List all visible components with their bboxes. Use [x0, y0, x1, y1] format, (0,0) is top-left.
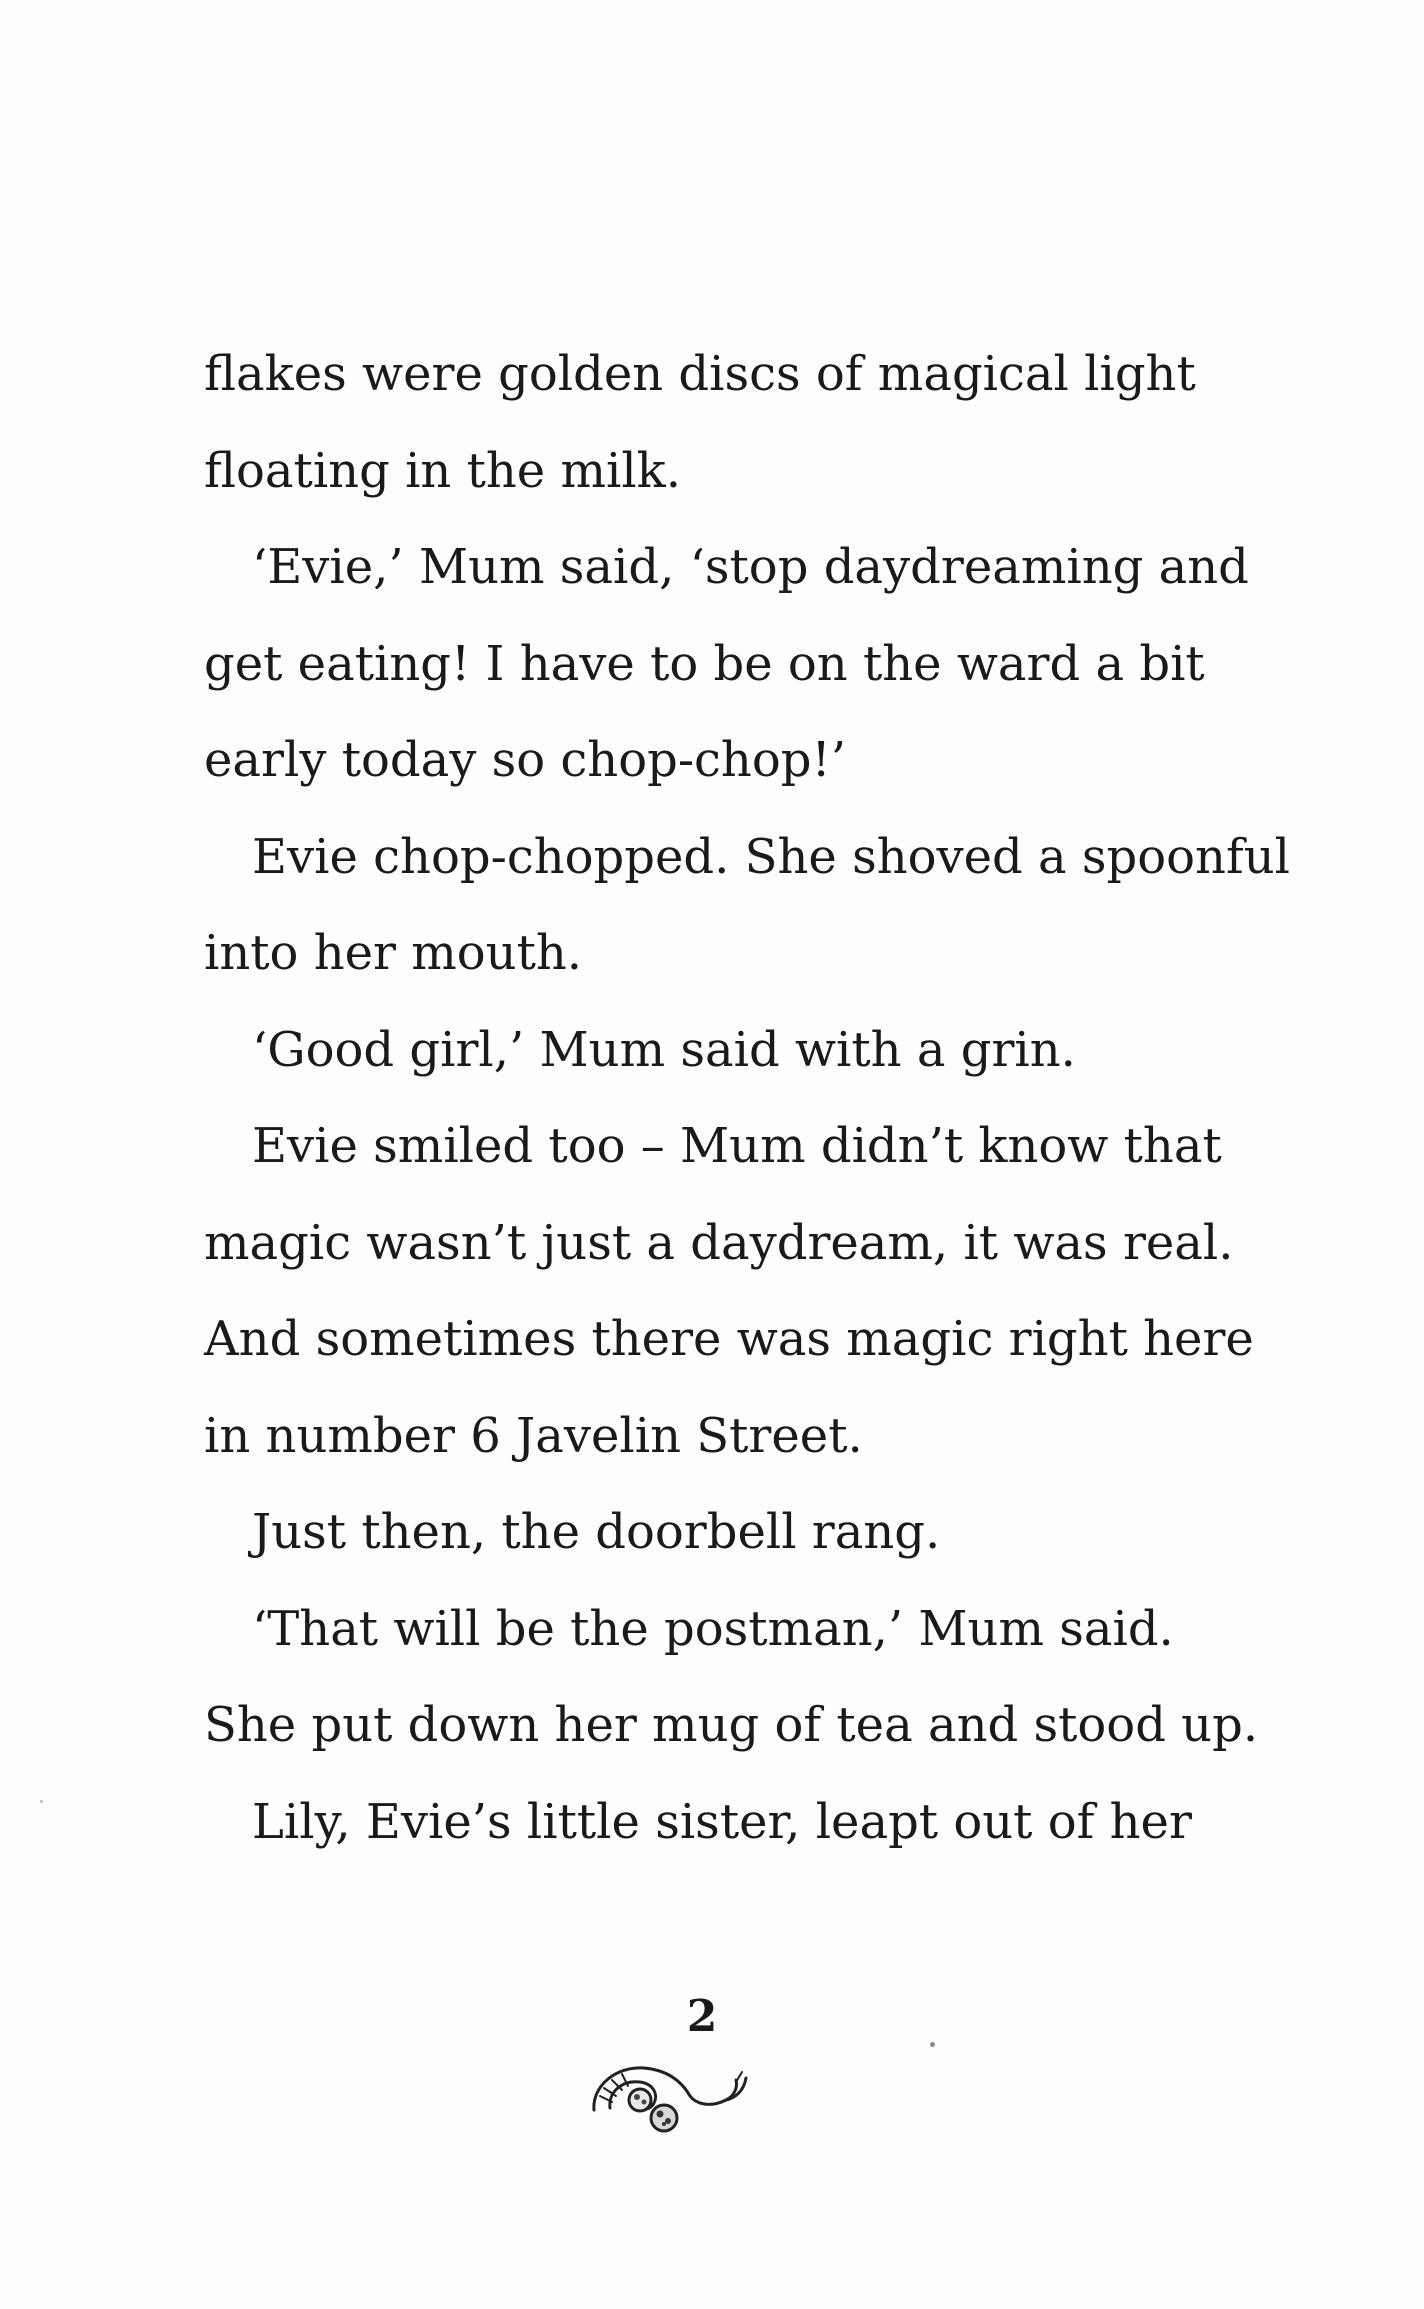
speck — [40, 1800, 43, 1803]
text-line: ‘That will be the postman,’ Mum said. — [252, 1600, 1174, 1657]
text-line: early today so chop-chop!’ — [204, 732, 846, 788]
text-line: Evie chop-chopped. She shoved a spoonful — [252, 828, 1290, 885]
text-line: ‘Evie,’ Mum said, ‘stop daydreaming and — [252, 539, 1249, 595]
text-line: flakes were golden discs of magical light — [204, 346, 1196, 402]
swirl-ornament-icon — [586, 2052, 750, 2136]
text-line: in number 6 Javelin Street. — [204, 1407, 863, 1464]
text-line: magic wasn’t just a daydream, it was real. — [204, 1214, 1234, 1271]
text-line: Just then, the doorbell rang. — [252, 1504, 941, 1560]
text-line: Evie smiled too – Mum didn’t know that — [252, 1118, 1222, 1174]
text-line: She put down her mug of tea and stood up. — [204, 1697, 1259, 1753]
text-line: ‘Good girl,’ Mum said with a grin. — [252, 1021, 1076, 1078]
text-line: get eating! I have to be on the ward a bit — [204, 635, 1205, 692]
text-line: And sometimes there was magic right here — [204, 1311, 1254, 1367]
page-number: 2 — [686, 1991, 718, 2042]
body-text — [204, 326, 1290, 1870]
text-line: into her mouth. — [204, 925, 583, 981]
text-line: floating in the milk. — [204, 442, 682, 499]
text-line: Lily, Evie’s little sister, leapt out of her — [252, 1793, 1192, 1850]
speck — [930, 2042, 935, 2047]
